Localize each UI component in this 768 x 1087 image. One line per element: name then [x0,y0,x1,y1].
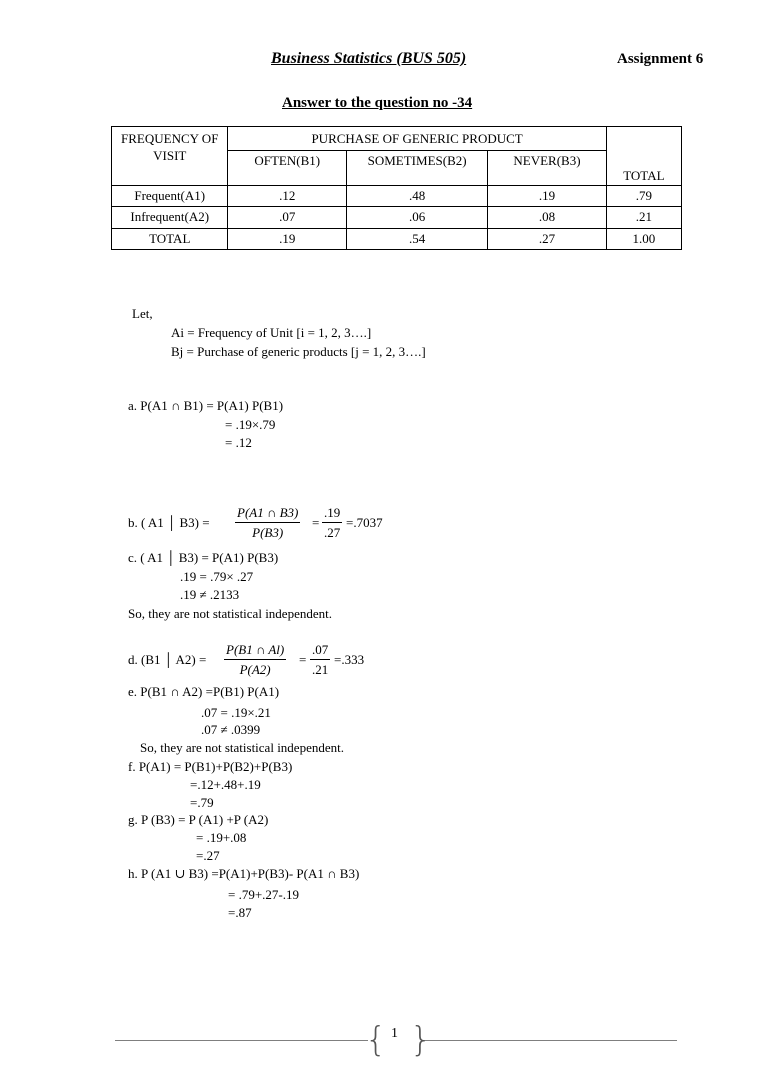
answer-e-line3: .07 ≠ .0399 [201,722,261,737]
table-row [112,207,682,228]
answer-g-line2: = .19+.08 [196,830,247,845]
fraction-numerator: .07 [312,642,329,657]
answer-g-line3: =.27 [196,848,220,863]
answer-c-line3: .19 ≠ .2133 [180,587,240,602]
fraction-numerator: P(B1 ∩ Al) [226,642,285,657]
equals-sign: = [299,652,307,667]
table-row [112,228,682,249]
page-number: 1 [391,1026,398,1041]
table-row [112,186,682,207]
answer-c-conclusion: So, they are not statistical independent. [128,606,332,621]
let-intro: Let, [132,306,153,321]
table-cell: .06 [347,207,488,228]
table-cell: .54 [347,228,488,249]
row-label: Infrequent(A2) [112,207,228,228]
table-cell: .79 [606,186,681,207]
answer-b-result: =.7037 [346,515,383,530]
equals-sign: = [312,515,320,530]
table-col-header: NEVER(B3) [488,151,607,186]
answer-d-result: =.333 [334,652,365,667]
table-col-header: SOMETIMES(B2) [347,151,488,186]
table-cell: .08 [488,207,607,228]
answer-b-fraction2 [322,505,342,541]
fraction-denominator: .27 [322,522,342,541]
answer-h-line3: =.87 [228,905,252,920]
answer-d-prefix: d. (B1 │ A2) = [128,652,207,667]
answer-f-line1: f. P(A1) = P(B1)+P(B2)+P(B3) [128,759,293,774]
page-bracket-left-icon: { [365,1020,387,1060]
row-label: TOTAL [112,228,228,249]
answer-d-fraction1 [224,642,286,678]
answer-b-prefix: b. ( A1 │ B3) = [128,515,210,530]
answer-h-line2: = .79+.27-.19 [228,887,299,902]
table-cell: .19 [488,186,607,207]
answer-f-line2: =.12+.48+.19 [190,777,261,792]
table-total-header-top [606,127,681,151]
table-cell: .21 [606,207,681,228]
fraction-denominator: .21 [310,659,330,678]
answer-c-line2: .19 = .79× .27 [180,569,254,584]
row-label: Frequent(A1) [112,186,228,207]
answer-b-fraction1 [235,505,300,541]
table-cell: .19 [228,228,347,249]
document-title: Business Statistics (BUS 505) [271,50,467,67]
fraction-denominator: P(B3) [235,522,300,541]
answer-e-line1: e. P(B1 ∩ A2) =P(B1) P(A1) [128,684,280,699]
footer-rule-right [422,1040,677,1041]
answer-e-conclusion: So, they are not statistical independent. [140,740,344,755]
section-heading: Answer to the question no -34 [282,95,473,111]
answer-f-line3: =.79 [190,795,214,810]
definition-bj: Bj = Purchase of generic products [j = 1, 2, 3….] [171,344,426,359]
table-cell: .27 [488,228,607,249]
table-corner-header: FREQUENCY OF VISIT [112,127,228,186]
footer-rule-left [115,1040,368,1041]
fraction-numerator: .19 [324,505,341,520]
table-col-header: OFTEN(B1) [228,151,347,186]
answer-a-line3: = .12 [225,435,252,450]
table-cell: 1.00 [606,228,681,249]
answer-h-line1: h. P (A1 ∪ B3) =P(A1)+P(B3)- P(A1 ∩ B3) [128,866,360,881]
frequency-table [111,126,682,250]
fraction-numerator: P(A1 ∩ B3) [237,505,299,520]
page-bracket-right-icon: } [410,1020,432,1060]
table-cell: .48 [347,186,488,207]
answer-a-line2: = .19×.79 [225,417,276,432]
definition-ai: Ai = Frequency of Unit [i = 1, 2, 3….] [171,325,372,340]
table-cell: .07 [228,207,347,228]
table-cell: .12 [228,186,347,207]
answer-a-line1: a. P(A1 ∩ B1) = P(A1) P(B1) [128,398,284,413]
assignment-label: Assignment 6 [617,51,704,67]
answer-e-line2: .07 = .19×.21 [201,705,271,720]
fraction-denominator: P(A2) [224,659,286,678]
answer-c-line1: c. ( A1 │ B3) = P(A1) P(B3) [128,550,279,565]
table-col-header: TOTAL [606,151,681,186]
answer-g-line1: g. P (B3) = P (A1) +P (A2) [128,812,269,827]
answer-d-fraction2 [310,642,330,678]
table-group-header: PURCHASE OF GENERIC PRODUCT [228,127,606,151]
